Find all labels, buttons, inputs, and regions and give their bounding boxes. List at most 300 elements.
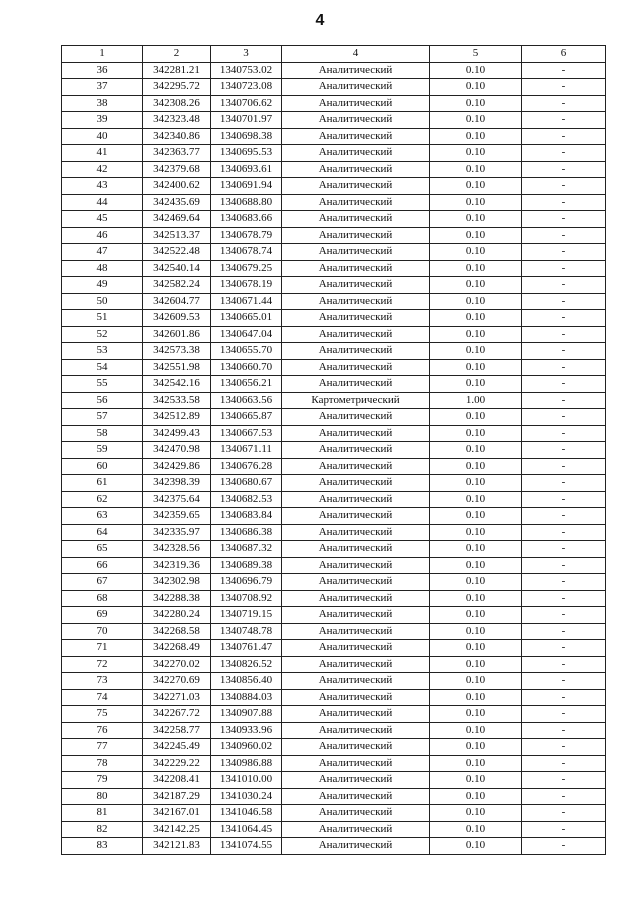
- table-row: [62, 788, 606, 805]
- table-row: [62, 755, 606, 772]
- accuracy-cell: 0.10: [430, 376, 522, 393]
- method-cell: Аналитический: [282, 112, 430, 129]
- method-cell: Аналитический: [282, 326, 430, 343]
- x-coordinate-cell: 342400.62: [143, 178, 211, 195]
- point-number-cell: 82: [62, 821, 143, 838]
- method-cell: Аналитический: [282, 475, 430, 492]
- x-coordinate-cell: 342435.69: [143, 194, 211, 211]
- description-cell: -: [522, 805, 606, 822]
- method-cell: Аналитический: [282, 260, 430, 277]
- x-coordinate-cell: 342533.58: [143, 392, 211, 409]
- y-coordinate-cell: 1340826.52: [211, 656, 282, 673]
- method-cell: Аналитический: [282, 161, 430, 178]
- method-cell: Аналитический: [282, 211, 430, 228]
- x-coordinate-cell: 342267.72: [143, 706, 211, 723]
- y-coordinate-cell: 1341030.24: [211, 788, 282, 805]
- description-cell: -: [522, 260, 606, 277]
- point-number-cell: 40: [62, 128, 143, 145]
- x-coordinate-cell: 342375.64: [143, 491, 211, 508]
- point-number-cell: 70: [62, 623, 143, 640]
- y-coordinate-cell: 1340761.47: [211, 640, 282, 657]
- table-row: [62, 211, 606, 228]
- x-coordinate-cell: 342363.77: [143, 145, 211, 162]
- table-row: [62, 656, 606, 673]
- point-number-cell: 59: [62, 442, 143, 459]
- y-coordinate-cell: 1340679.25: [211, 260, 282, 277]
- point-number-cell: 63: [62, 508, 143, 525]
- accuracy-cell: 0.10: [430, 821, 522, 838]
- method-cell: Аналитический: [282, 425, 430, 442]
- x-coordinate-cell: 342512.89: [143, 409, 211, 426]
- y-coordinate-cell: 1341064.45: [211, 821, 282, 838]
- table-row: [62, 293, 606, 310]
- y-coordinate-cell: 1340693.61: [211, 161, 282, 178]
- description-cell: -: [522, 376, 606, 393]
- y-coordinate-cell: 1340678.19: [211, 277, 282, 294]
- accuracy-cell: 0.10: [430, 640, 522, 657]
- description-cell: -: [522, 739, 606, 756]
- method-cell: Аналитический: [282, 227, 430, 244]
- table-row: [62, 425, 606, 442]
- point-number-cell: 56: [62, 392, 143, 409]
- x-coordinate-cell: 342335.97: [143, 524, 211, 541]
- description-cell: -: [522, 541, 606, 558]
- table-row: [62, 343, 606, 360]
- method-cell: Аналитический: [282, 838, 430, 855]
- x-coordinate-cell: 342609.53: [143, 310, 211, 327]
- table-row: [62, 805, 606, 822]
- description-cell: -: [522, 128, 606, 145]
- method-cell: Аналитический: [282, 359, 430, 376]
- method-cell: Аналитический: [282, 244, 430, 261]
- table-row: [62, 673, 606, 690]
- accuracy-cell: 0.10: [430, 425, 522, 442]
- x-coordinate-cell: 342582.24: [143, 277, 211, 294]
- point-number-cell: 68: [62, 590, 143, 607]
- point-number-cell: 71: [62, 640, 143, 657]
- description-cell: -: [522, 656, 606, 673]
- x-coordinate-cell: 342499.43: [143, 425, 211, 442]
- accuracy-cell: 0.10: [430, 838, 522, 855]
- method-cell: Аналитический: [282, 79, 430, 96]
- y-coordinate-cell: 1340680.67: [211, 475, 282, 492]
- accuracy-cell: 0.10: [430, 524, 522, 541]
- table-row: [62, 557, 606, 574]
- point-number-cell: 47: [62, 244, 143, 261]
- description-cell: -: [522, 508, 606, 525]
- column-header: 4: [282, 46, 430, 63]
- method-cell: Аналитический: [282, 640, 430, 657]
- accuracy-cell: 0.10: [430, 689, 522, 706]
- table-row: [62, 112, 606, 129]
- method-cell: Аналитический: [282, 194, 430, 211]
- point-number-cell: 62: [62, 491, 143, 508]
- point-number-cell: 50: [62, 293, 143, 310]
- method-cell: Аналитический: [282, 409, 430, 426]
- point-number-cell: 83: [62, 838, 143, 855]
- x-coordinate-cell: 342379.68: [143, 161, 211, 178]
- accuracy-cell: 0.10: [430, 590, 522, 607]
- method-cell: Аналитический: [282, 607, 430, 624]
- accuracy-cell: 0.10: [430, 227, 522, 244]
- table-body: [62, 62, 606, 854]
- accuracy-cell: 0.10: [430, 475, 522, 492]
- point-number-cell: 61: [62, 475, 143, 492]
- method-cell: Аналитический: [282, 623, 430, 640]
- x-coordinate-cell: 342258.77: [143, 722, 211, 739]
- x-coordinate-cell: 342288.38: [143, 590, 211, 607]
- x-coordinate-cell: 342295.72: [143, 79, 211, 96]
- y-coordinate-cell: 1340691.94: [211, 178, 282, 195]
- description-cell: -: [522, 409, 606, 426]
- method-cell: Аналитический: [282, 541, 430, 558]
- x-coordinate-cell: 342359.65: [143, 508, 211, 525]
- accuracy-cell: 0.10: [430, 244, 522, 261]
- x-coordinate-cell: 342601.86: [143, 326, 211, 343]
- x-coordinate-cell: 342522.48: [143, 244, 211, 261]
- point-number-cell: 44: [62, 194, 143, 211]
- y-coordinate-cell: 1340671.44: [211, 293, 282, 310]
- table-row: [62, 376, 606, 393]
- method-cell: Картометрический: [282, 392, 430, 409]
- y-coordinate-cell: 1340678.74: [211, 244, 282, 261]
- accuracy-cell: 0.10: [430, 607, 522, 624]
- description-cell: -: [522, 343, 606, 360]
- method-cell: Аналитический: [282, 458, 430, 475]
- point-number-cell: 74: [62, 689, 143, 706]
- point-number-cell: 48: [62, 260, 143, 277]
- table-row: [62, 260, 606, 277]
- table-row: [62, 194, 606, 211]
- accuracy-cell: 0.10: [430, 656, 522, 673]
- y-coordinate-cell: 1340986.88: [211, 755, 282, 772]
- description-cell: -: [522, 425, 606, 442]
- y-coordinate-cell: 1340719.15: [211, 607, 282, 624]
- point-number-cell: 54: [62, 359, 143, 376]
- point-number-cell: 42: [62, 161, 143, 178]
- point-number-cell: 67: [62, 574, 143, 591]
- accuracy-cell: 0.10: [430, 112, 522, 129]
- y-coordinate-cell: 1341046.58: [211, 805, 282, 822]
- accuracy-cell: 1.00: [430, 392, 522, 409]
- y-coordinate-cell: 1340695.53: [211, 145, 282, 162]
- point-number-cell: 45: [62, 211, 143, 228]
- accuracy-cell: 0.10: [430, 772, 522, 789]
- x-coordinate-cell: 342142.25: [143, 821, 211, 838]
- description-cell: -: [522, 574, 606, 591]
- description-cell: -: [522, 689, 606, 706]
- accuracy-cell: 0.10: [430, 788, 522, 805]
- table-row: [62, 409, 606, 426]
- table-row: [62, 772, 606, 789]
- y-coordinate-cell: 1340687.32: [211, 541, 282, 558]
- description-cell: -: [522, 755, 606, 772]
- column-header: 1: [62, 46, 143, 63]
- table-row: [62, 722, 606, 739]
- x-coordinate-cell: 342229.22: [143, 755, 211, 772]
- accuracy-cell: 0.10: [430, 95, 522, 112]
- y-coordinate-cell: 1340683.66: [211, 211, 282, 228]
- accuracy-cell: 0.10: [430, 293, 522, 310]
- accuracy-cell: 0.10: [430, 161, 522, 178]
- y-coordinate-cell: 1340689.38: [211, 557, 282, 574]
- method-cell: Аналитический: [282, 95, 430, 112]
- y-coordinate-cell: 1340748.78: [211, 623, 282, 640]
- accuracy-cell: 0.10: [430, 623, 522, 640]
- table-row: [62, 95, 606, 112]
- description-cell: -: [522, 491, 606, 508]
- description-cell: -: [522, 788, 606, 805]
- description-cell: -: [522, 673, 606, 690]
- description-cell: -: [522, 838, 606, 855]
- y-coordinate-cell: 1340933.96: [211, 722, 282, 739]
- x-coordinate-cell: 342270.02: [143, 656, 211, 673]
- table-row: [62, 145, 606, 162]
- point-number-cell: 39: [62, 112, 143, 129]
- method-cell: Аналитический: [282, 343, 430, 360]
- description-cell: -: [522, 359, 606, 376]
- y-coordinate-cell: 1340656.21: [211, 376, 282, 393]
- x-coordinate-cell: 342270.69: [143, 673, 211, 690]
- method-cell: Аналитический: [282, 178, 430, 195]
- x-coordinate-cell: 342319.36: [143, 557, 211, 574]
- y-coordinate-cell: 1340682.53: [211, 491, 282, 508]
- accuracy-cell: 0.10: [430, 194, 522, 211]
- y-coordinate-cell: 1340671.11: [211, 442, 282, 459]
- description-cell: -: [522, 227, 606, 244]
- method-cell: Аналитический: [282, 574, 430, 591]
- accuracy-cell: 0.10: [430, 574, 522, 591]
- table-row: [62, 128, 606, 145]
- accuracy-cell: 0.10: [430, 128, 522, 145]
- description-cell: -: [522, 442, 606, 459]
- x-coordinate-cell: 342308.26: [143, 95, 211, 112]
- accuracy-cell: 0.10: [430, 755, 522, 772]
- table-row: [62, 227, 606, 244]
- description-cell: -: [522, 211, 606, 228]
- y-coordinate-cell: 1340655.70: [211, 343, 282, 360]
- table-row: [62, 689, 606, 706]
- x-coordinate-cell: 342268.49: [143, 640, 211, 657]
- description-cell: -: [522, 706, 606, 723]
- point-number-cell: 64: [62, 524, 143, 541]
- table-row: [62, 161, 606, 178]
- x-coordinate-cell: 342245.49: [143, 739, 211, 756]
- method-cell: Аналитический: [282, 772, 430, 789]
- x-coordinate-cell: 342167.01: [143, 805, 211, 822]
- accuracy-cell: 0.10: [430, 722, 522, 739]
- point-number-cell: 75: [62, 706, 143, 723]
- y-coordinate-cell: 1340665.87: [211, 409, 282, 426]
- accuracy-cell: 0.10: [430, 145, 522, 162]
- x-coordinate-cell: 342340.86: [143, 128, 211, 145]
- y-coordinate-cell: 1340688.80: [211, 194, 282, 211]
- accuracy-cell: 0.10: [430, 326, 522, 343]
- point-number-cell: 43: [62, 178, 143, 195]
- method-cell: Аналитический: [282, 145, 430, 162]
- x-coordinate-cell: 342121.83: [143, 838, 211, 855]
- accuracy-cell: 0.10: [430, 541, 522, 558]
- point-number-cell: 55: [62, 376, 143, 393]
- x-coordinate-cell: 342271.03: [143, 689, 211, 706]
- table-row: [62, 326, 606, 343]
- description-cell: -: [522, 392, 606, 409]
- y-coordinate-cell: 1340667.53: [211, 425, 282, 442]
- point-number-cell: 58: [62, 425, 143, 442]
- description-cell: -: [522, 772, 606, 789]
- table-row: [62, 475, 606, 492]
- description-cell: -: [522, 326, 606, 343]
- table-row: [62, 62, 606, 79]
- method-cell: Аналитический: [282, 277, 430, 294]
- method-cell: Аналитический: [282, 722, 430, 739]
- table-row: [62, 458, 606, 475]
- method-cell: Аналитический: [282, 128, 430, 145]
- accuracy-cell: 0.10: [430, 706, 522, 723]
- description-cell: -: [522, 821, 606, 838]
- point-number-cell: 60: [62, 458, 143, 475]
- accuracy-cell: 0.10: [430, 277, 522, 294]
- y-coordinate-cell: 1340683.84: [211, 508, 282, 525]
- description-cell: -: [522, 244, 606, 261]
- description-cell: -: [522, 607, 606, 624]
- accuracy-cell: 0.10: [430, 359, 522, 376]
- method-cell: Аналитический: [282, 590, 430, 607]
- point-number-cell: 78: [62, 755, 143, 772]
- method-cell: Аналитический: [282, 508, 430, 525]
- table-row: [62, 541, 606, 558]
- point-number-cell: 76: [62, 722, 143, 739]
- y-coordinate-cell: 1340960.02: [211, 739, 282, 756]
- description-cell: -: [522, 722, 606, 739]
- y-coordinate-cell: 1340678.79: [211, 227, 282, 244]
- point-number-cell: 53: [62, 343, 143, 360]
- table-row: [62, 359, 606, 376]
- point-number-cell: 37: [62, 79, 143, 96]
- y-coordinate-cell: 1340686.38: [211, 524, 282, 541]
- description-cell: -: [522, 145, 606, 162]
- point-number-cell: 66: [62, 557, 143, 574]
- point-number-cell: 79: [62, 772, 143, 789]
- point-number-cell: 57: [62, 409, 143, 426]
- accuracy-cell: 0.10: [430, 508, 522, 525]
- description-cell: -: [522, 79, 606, 96]
- accuracy-cell: 0.10: [430, 343, 522, 360]
- y-coordinate-cell: 1341010.00: [211, 772, 282, 789]
- table-row: [62, 442, 606, 459]
- accuracy-cell: 0.10: [430, 260, 522, 277]
- method-cell: Аналитический: [282, 656, 430, 673]
- table-row: [62, 838, 606, 855]
- x-coordinate-cell: 342513.37: [143, 227, 211, 244]
- y-coordinate-cell: 1340753.02: [211, 62, 282, 79]
- point-number-cell: 51: [62, 310, 143, 327]
- point-number-cell: 52: [62, 326, 143, 343]
- point-number-cell: 41: [62, 145, 143, 162]
- y-coordinate-cell: 1340665.01: [211, 310, 282, 327]
- description-cell: -: [522, 310, 606, 327]
- y-coordinate-cell: 1340701.97: [211, 112, 282, 129]
- method-cell: Аналитический: [282, 524, 430, 541]
- table-row: [62, 706, 606, 723]
- point-number-cell: 69: [62, 607, 143, 624]
- point-number-cell: 81: [62, 805, 143, 822]
- x-coordinate-cell: 342280.24: [143, 607, 211, 624]
- description-cell: -: [522, 524, 606, 541]
- description-cell: -: [522, 590, 606, 607]
- x-coordinate-cell: 342469.64: [143, 211, 211, 228]
- x-coordinate-cell: 342187.29: [143, 788, 211, 805]
- y-coordinate-cell: 1340884.03: [211, 689, 282, 706]
- accuracy-cell: 0.10: [430, 178, 522, 195]
- accuracy-cell: 0.10: [430, 62, 522, 79]
- x-coordinate-cell: 342268.58: [143, 623, 211, 640]
- table-row: [62, 491, 606, 508]
- x-coordinate-cell: 342302.98: [143, 574, 211, 591]
- method-cell: Аналитический: [282, 739, 430, 756]
- y-coordinate-cell: 1340907.88: [211, 706, 282, 723]
- column-header: 3: [211, 46, 282, 63]
- description-cell: -: [522, 277, 606, 294]
- method-cell: Аналитический: [282, 706, 430, 723]
- method-cell: Аналитический: [282, 293, 430, 310]
- x-coordinate-cell: 342328.56: [143, 541, 211, 558]
- point-number-cell: 46: [62, 227, 143, 244]
- column-header: 2: [143, 46, 211, 63]
- y-coordinate-cell: 1341074.55: [211, 838, 282, 855]
- method-cell: Аналитический: [282, 755, 430, 772]
- description-cell: -: [522, 194, 606, 211]
- table-row: [62, 508, 606, 525]
- x-coordinate-cell: 342604.77: [143, 293, 211, 310]
- table-row: [62, 623, 606, 640]
- description-cell: -: [522, 623, 606, 640]
- description-cell: -: [522, 293, 606, 310]
- table-row: [62, 524, 606, 541]
- y-coordinate-cell: 1340708.92: [211, 590, 282, 607]
- table-row: [62, 821, 606, 838]
- point-number-cell: 38: [62, 95, 143, 112]
- accuracy-cell: 0.10: [430, 557, 522, 574]
- method-cell: Аналитический: [282, 788, 430, 805]
- method-cell: Аналитический: [282, 821, 430, 838]
- x-coordinate-cell: 342323.48: [143, 112, 211, 129]
- x-coordinate-cell: 342470.98: [143, 442, 211, 459]
- method-cell: Аналитический: [282, 376, 430, 393]
- point-number-cell: 65: [62, 541, 143, 558]
- table-row: [62, 392, 606, 409]
- y-coordinate-cell: 1340663.56: [211, 392, 282, 409]
- table-row: [62, 277, 606, 294]
- accuracy-cell: 0.10: [430, 442, 522, 459]
- method-cell: Аналитический: [282, 689, 430, 706]
- table-row: [62, 590, 606, 607]
- table-row: [62, 178, 606, 195]
- point-number-cell: 49: [62, 277, 143, 294]
- method-cell: Аналитический: [282, 310, 430, 327]
- table-row: [62, 607, 606, 624]
- accuracy-cell: 0.10: [430, 409, 522, 426]
- y-coordinate-cell: 1340706.62: [211, 95, 282, 112]
- accuracy-cell: 0.10: [430, 310, 522, 327]
- accuracy-cell: 0.10: [430, 673, 522, 690]
- table-header-row: [62, 46, 606, 63]
- x-coordinate-cell: 342398.39: [143, 475, 211, 492]
- y-coordinate-cell: 1340660.70: [211, 359, 282, 376]
- accuracy-cell: 0.10: [430, 491, 522, 508]
- x-coordinate-cell: 342281.21: [143, 62, 211, 79]
- description-cell: -: [522, 458, 606, 475]
